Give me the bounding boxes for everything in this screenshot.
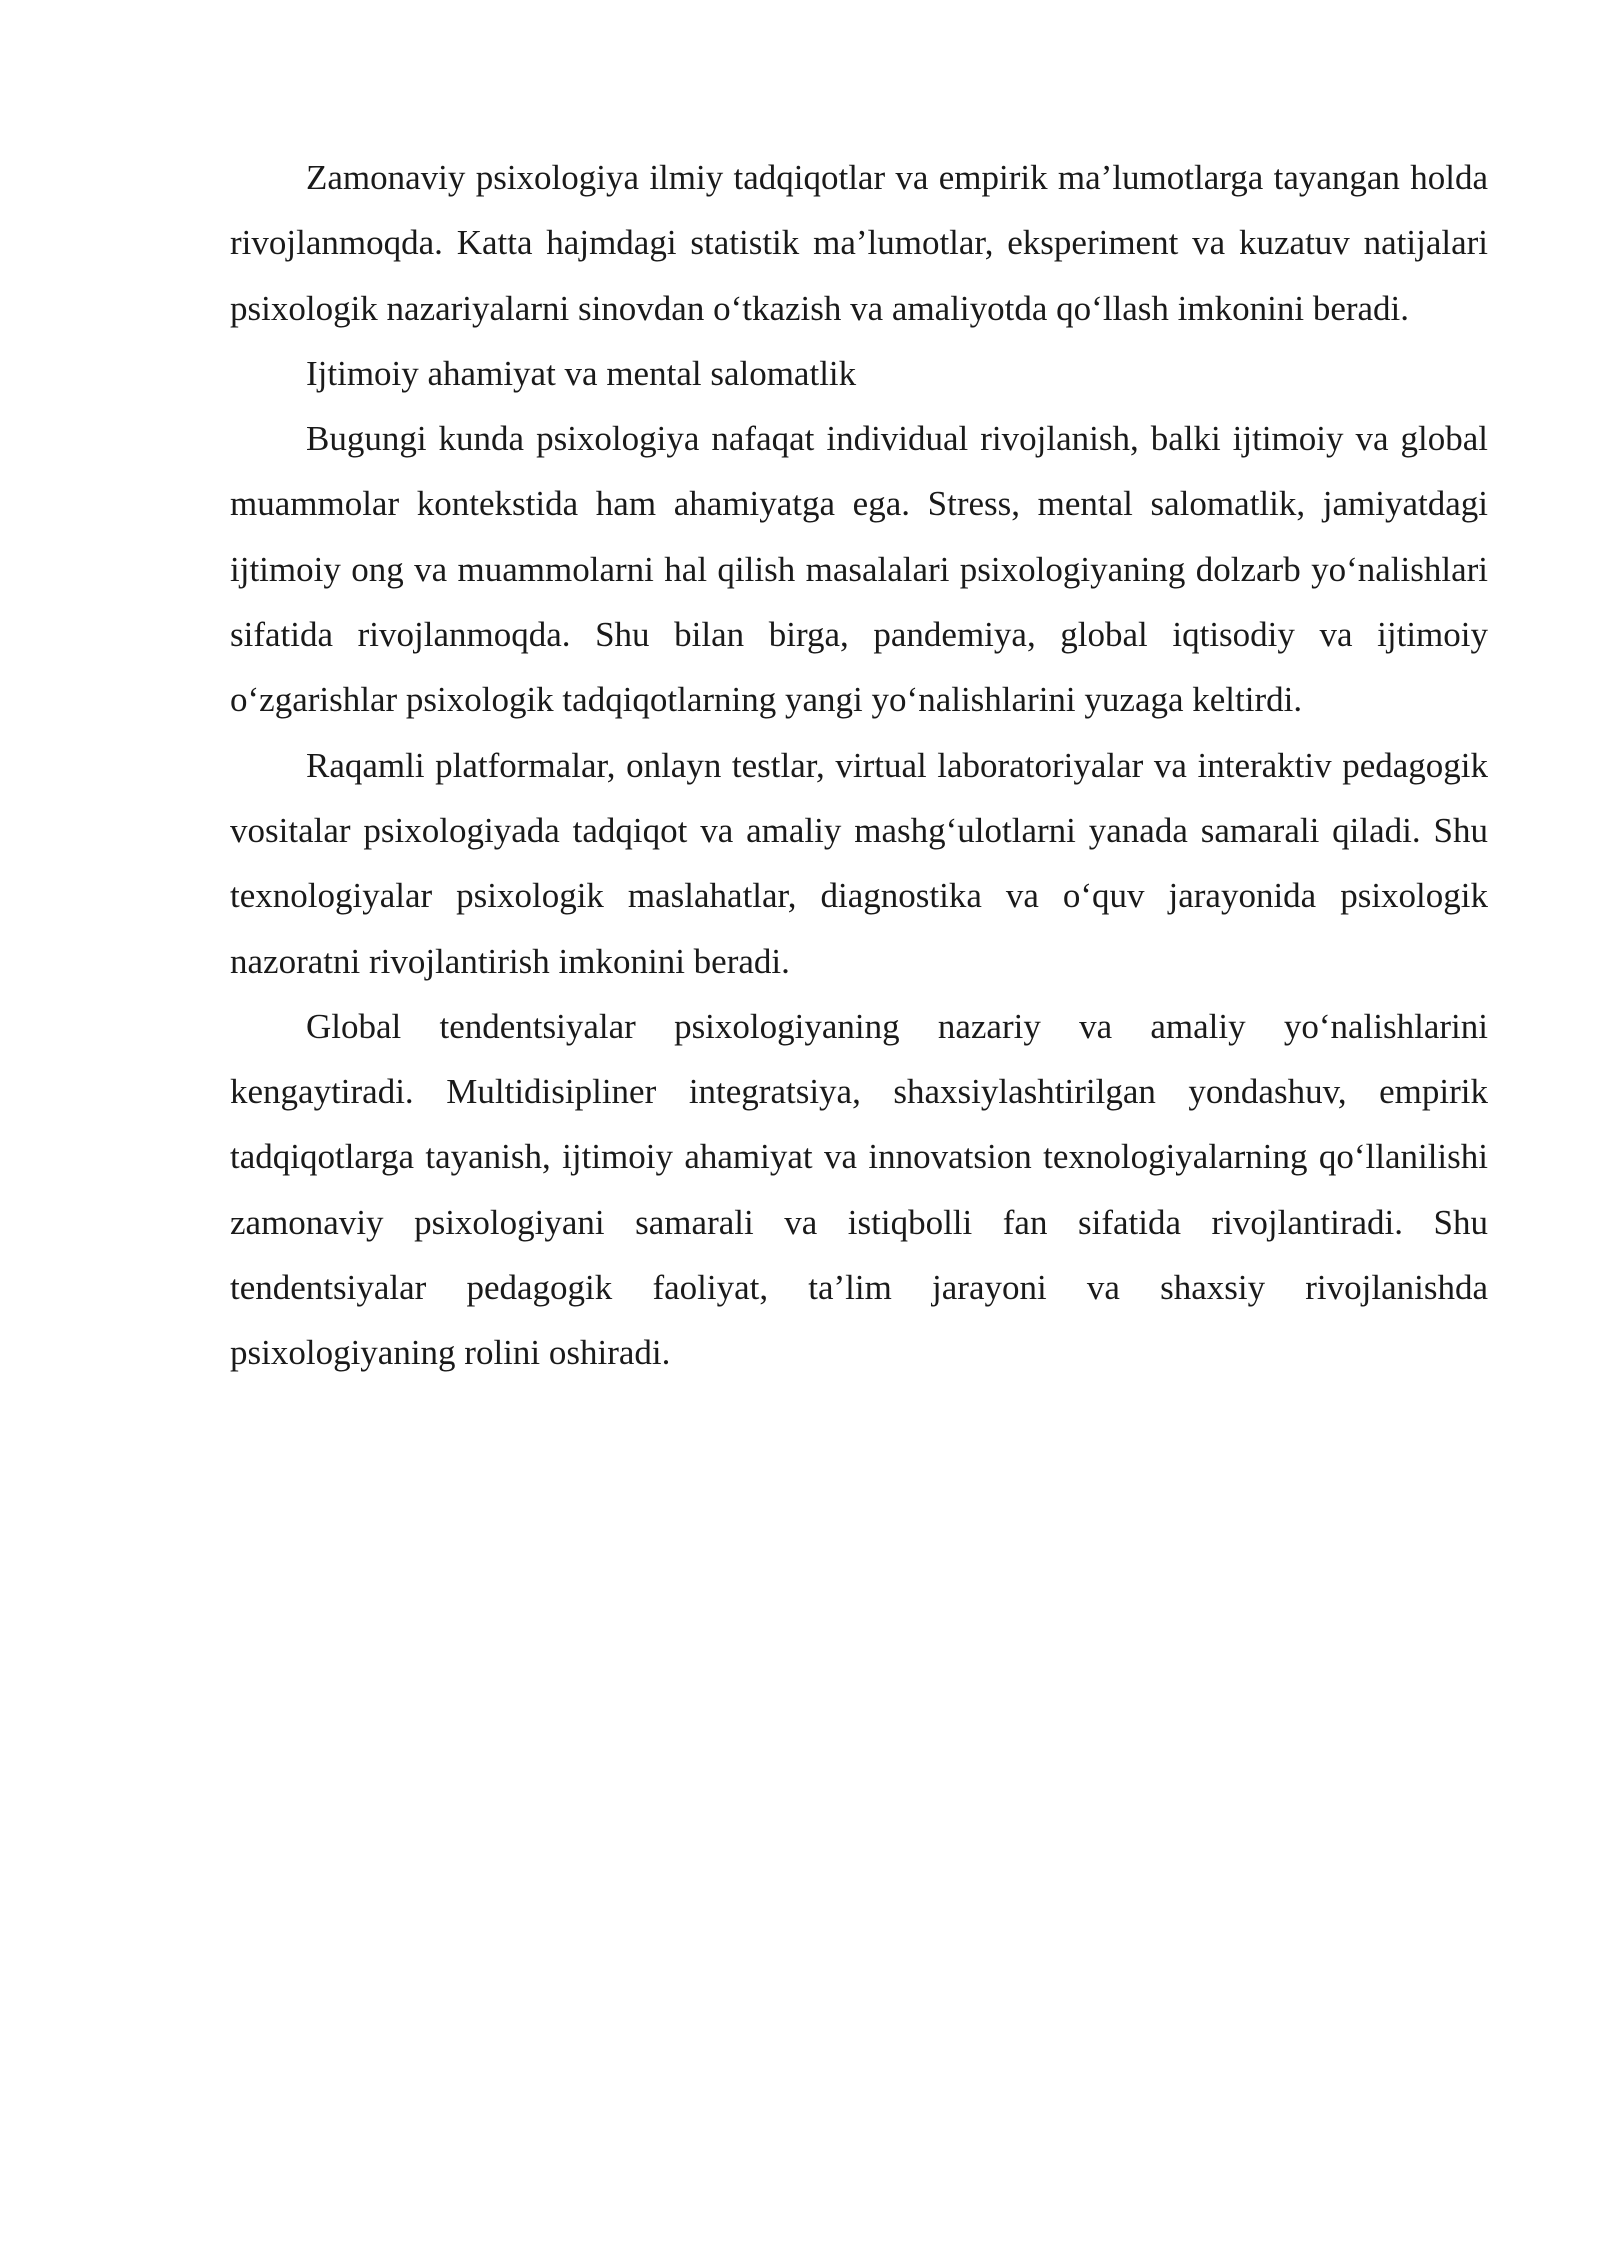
paragraph-data-research: Zamonaviy psixologiya ilmiy tadqiqotlar va empirik ma’lumotlarga tayangan holda rivojlanmoqda. Katta hajmdagi statistik ma’lumotlar, eksperiment va kuzatuv natijalari psixologik nazariyalarni sinovdan o‘tkazish va amaliyotda qo‘llash imkonini beradi.: [230, 158, 1488, 328]
paragraph-global-trends: Global tendentsiyalar psixologiyaning nazariy va amaliy yo‘nalishlarini kengaytiradi. Multidisipliner integratsiya, shaxsiylashtirilgan yondashuv, empirik tadqiqotlarga tayanish, ijtimoiy ahamiyat va innovatsion texnologiyalarning qo‘llanilishi zamonaviy psixologiyani samarali va istiqbolli fan sifatida rivojlantiradi. Shu tendentsiyalar pedagogik faoliyat, ta’lim jarayoni va shaxsiy rivojlanishda psixologiyaning rolini oshiradi.: [230, 1006, 1488, 1373]
paragraph-mental-health: Bugungi kunda psixologiya nafaqat individual rivojlanish, balki ijtimoiy va global muammolar kontekstida ham ahamiyatga ega. Stress, mental salomatlik, jamiyatdagi ijtimoiy ong va muammolarni hal qilish masalalari psixologiyaning dolzarb yo‘nalishlari sifatida rivojlanmoqda. Shu bilan birga, pandemiya, global iqtisodiy va ijtimoiy o‘zgarishlar psixologik tadqiqotlarning yangi yo‘nalishlarini yuzaga keltirdi.: [230, 419, 1488, 720]
document-body: [230, 145, 1488, 1386]
paragraph-digital-platforms: Raqamli platformalar, onlayn testlar, virtual laboratoriyalar va interaktiv pedagogik vositalar psixologiyada tadqiqot va amaliy mashg‘ulotlarni yanada samarali qiladi. Shu texnologiyalar psixologik maslahatlar, diagnostika va o‘quv jarayonida psixologik nazoratni rivojlantirish imkonini beradi.: [230, 745, 1488, 981]
section-heading-social-significance: Ijtimoiy ahamiyat va mental salomatlik: [306, 353, 857, 393]
